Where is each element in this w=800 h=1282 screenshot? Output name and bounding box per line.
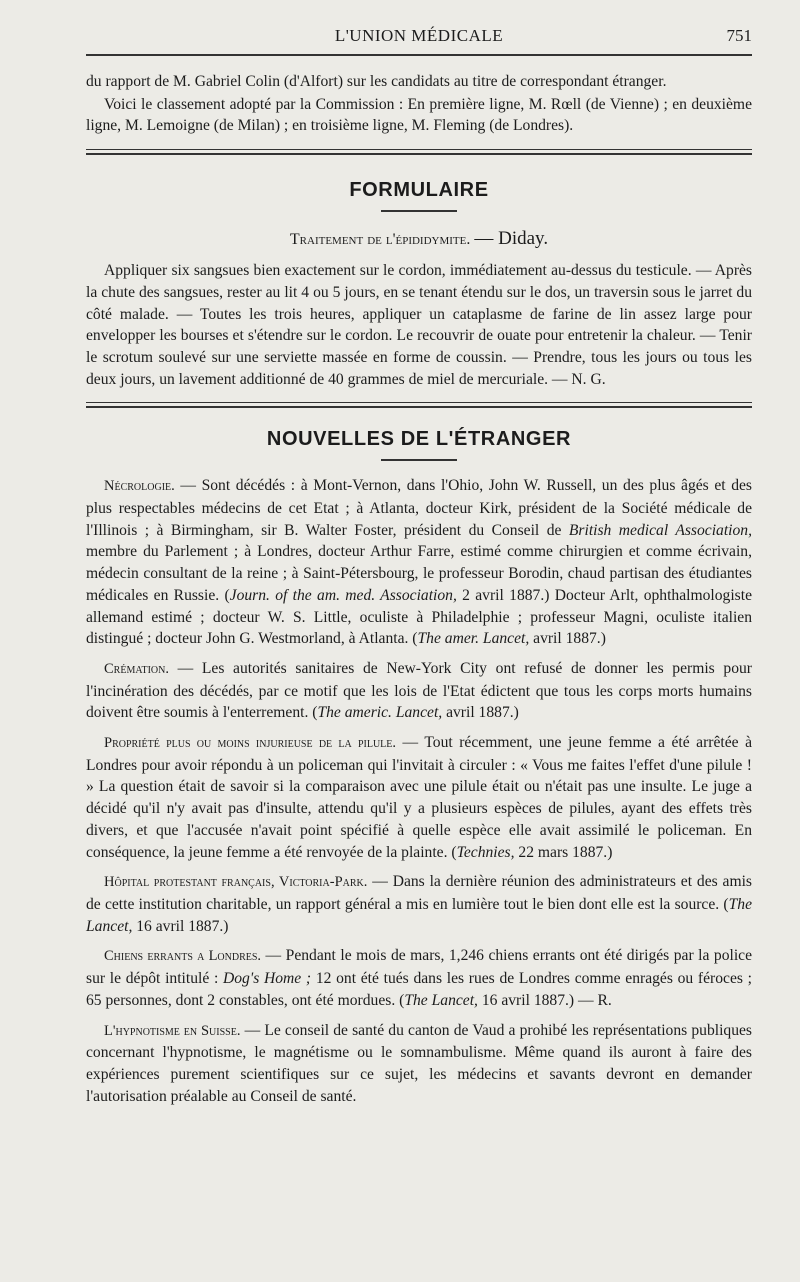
- section-title: FORMULAIRE: [349, 179, 489, 202]
- citation: Technies,: [456, 843, 515, 861]
- news-text: membre du Parlement ; à Londres, docteur Arthur Farre, estimé comme chirurgien et comme écrivain, médecin consultant de la reine ; à Saint-Pétersbourg, le professeur Borodin, chaud partisan des étudiantes médicales en Russie. (: [86, 543, 752, 604]
- citation: Journ. of the am. med. Association,: [229, 586, 457, 604]
- news-text: avril 1887.): [442, 704, 519, 722]
- news-text: 2 avril 1887.) Docteur Arlt, ophthalmologiste allemand estimé ; docteur W. S. Little, oculiste à Philadelphie ; professeur Magni, oculiste italien distingué ; docteur John G. Westmorland, à Atlanta. (: [86, 586, 752, 648]
- section-title: NOUVELLES DE L'ÉTRANGER: [266, 428, 572, 451]
- recipe-heading: [86, 228, 752, 250]
- citation: The americ. Lancet,: [317, 704, 443, 722]
- news-item: [86, 475, 752, 650]
- intro-paragraph: du rapport de M. Gabriel Colin (d'Alfort) sur les candidats au titre de correspondant étranger.: [86, 73, 667, 90]
- news-text: — Pendant le mois de mars, 1,246 chiens errants ont été dirigés par la police sur le dépôt intitulé :: [86, 947, 752, 988]
- title-rule: [381, 210, 457, 212]
- news-rubric: L'hypnotisme en Suisse.: [104, 1022, 241, 1039]
- news-text: — Tout récemment, une jeune femme a été arrêtée à Londres pour avoir répondu à un policeman qui l'invitait à circuler : « Vous me faites l'effet d'une pilule ! » La question était de savoir si la comparaison avec une pilule était ou n'était pas une insulte. Le juge a décidé qu'il n'y avait pas d'insulte, attendu qu'il y a plusieurs espèces de pilules, ayant des effets très divers, et que l'accusée n'avait point spécifié à quelle espèce elle avait assimilé le policeman. En conséquence, la jeune femme a été renvoyée de la plainte. (: [86, 734, 752, 861]
- news-text: — Sont décédés : à Mont-Vernon, dans l'Ohio, John W. Russell, un des plus âgés et des plus respectables médecins de cet Etat ; à Atlanta, docteur Kirk, président de la Société médicale de l'Illinois ; à Birmingham, sir B. Walter Foster, président du Conseil de: [86, 477, 752, 539]
- news-text: avril 1887.): [529, 630, 606, 648]
- section-divider: [86, 149, 752, 155]
- news-rubric: Hôpital protestant français, Victoria-Park.: [104, 874, 368, 891]
- nouvelles-section: [86, 428, 752, 1107]
- formulaire-section: [86, 179, 752, 390]
- citation: Dog's Home ;: [223, 970, 312, 988]
- news-text: 22 mars 1887.): [514, 843, 613, 861]
- news-text: — Les autorités sanitaires de New-York City ont refusé de donner les permis pour l'incinération des décédés, par ce motif que les lois de l'Etat édictent que tous les corps morts humains doivent être soumis à l'enterrement. (: [86, 659, 752, 722]
- title-rule: [381, 459, 457, 461]
- recipe-title: Traitement de l'épididymite.: [289, 231, 471, 249]
- page-number: 751: [726, 26, 752, 45]
- header-rule: [86, 54, 752, 56]
- citation: The Lancet,: [404, 991, 478, 1009]
- news-text: — Le conseil de santé du canton de Vaud a prohibé les représentations publiques concernant l'hypnotisme, le magnétisme ou le somnambulisme. Même quand ils auront à faire des expériences purement scientifiques sur ce sujet, les médecins et savants devront en demander l'autorisation préalable au Conseil de santé.: [86, 1021, 752, 1105]
- news-text: 12 ont été tués dans les rues de Londres comme enragés ou féroces ; 65 personnes, dont 2 constables, ont été mordues. (: [86, 970, 752, 1009]
- running-header: [86, 18, 752, 48]
- news-rubric: Crémation.: [104, 660, 169, 677]
- news-item: [86, 871, 752, 937]
- section-divider: [86, 402, 752, 408]
- news-rubric: Propriété plus ou moins injurieuse de la pilule.: [104, 735, 397, 752]
- news-item: [86, 658, 752, 724]
- intro-paragraph: Voici le classement adopté par la Commission : En première ligne, M. Rœll (de Vienne) ; en deuxième ligne, M. Lemoigne (de Milan) ; en troisième ligne, M. Fleming (de Londres).: [86, 95, 752, 135]
- citation: The amer. Lancet,: [417, 630, 530, 648]
- citation: British medical Association,: [568, 521, 752, 539]
- news-text: 16 avril 1887.) — R.: [477, 991, 612, 1009]
- recipe-author: — Diday.: [474, 228, 549, 250]
- recipe-text: Appliquer six sangsues bien exactement sur le cordon, immédiatement au-dessus du testicule. — Après la chute des sangsues, rester au lit 4 ou 5 jours, en se tenant étendu sur le dos, un traversin sous le jarret du côté malade. — Toutes les trois heures, appliquer un cataplasme de farine de lin assez large pour envelopper les bourses et s'étendre sur le cordon. Le recouvrir de ouate pour entretenir la chaleur. — Tenir le scrotum soulevé sur une serviette massée en forme de coussin. — Prendre, tous les jours ou tous les deux jours, un lavement additionné de 40 grammes de miel de mercuriale. — N. G.: [86, 262, 752, 388]
- news-item: [86, 1020, 752, 1108]
- intro-block: [86, 71, 752, 137]
- citation: The Lancet,: [86, 895, 752, 935]
- news-item: [86, 732, 752, 863]
- news-item: [86, 945, 752, 1011]
- news-text: — Dans la dernière réunion des administrateurs et des amis de cette institution charitable, un rapport général a mis en lumière tout le bien dont elle est la source. (: [86, 873, 752, 913]
- news-rubric: Chiens errants a Londres.: [104, 948, 262, 965]
- news-text: 16 avril 1887.): [132, 917, 229, 935]
- page: [86, 18, 752, 1107]
- journal-title: L'UNION MÉDICALE: [334, 26, 504, 45]
- news-rubric: Nécrologie.: [104, 478, 175, 495]
